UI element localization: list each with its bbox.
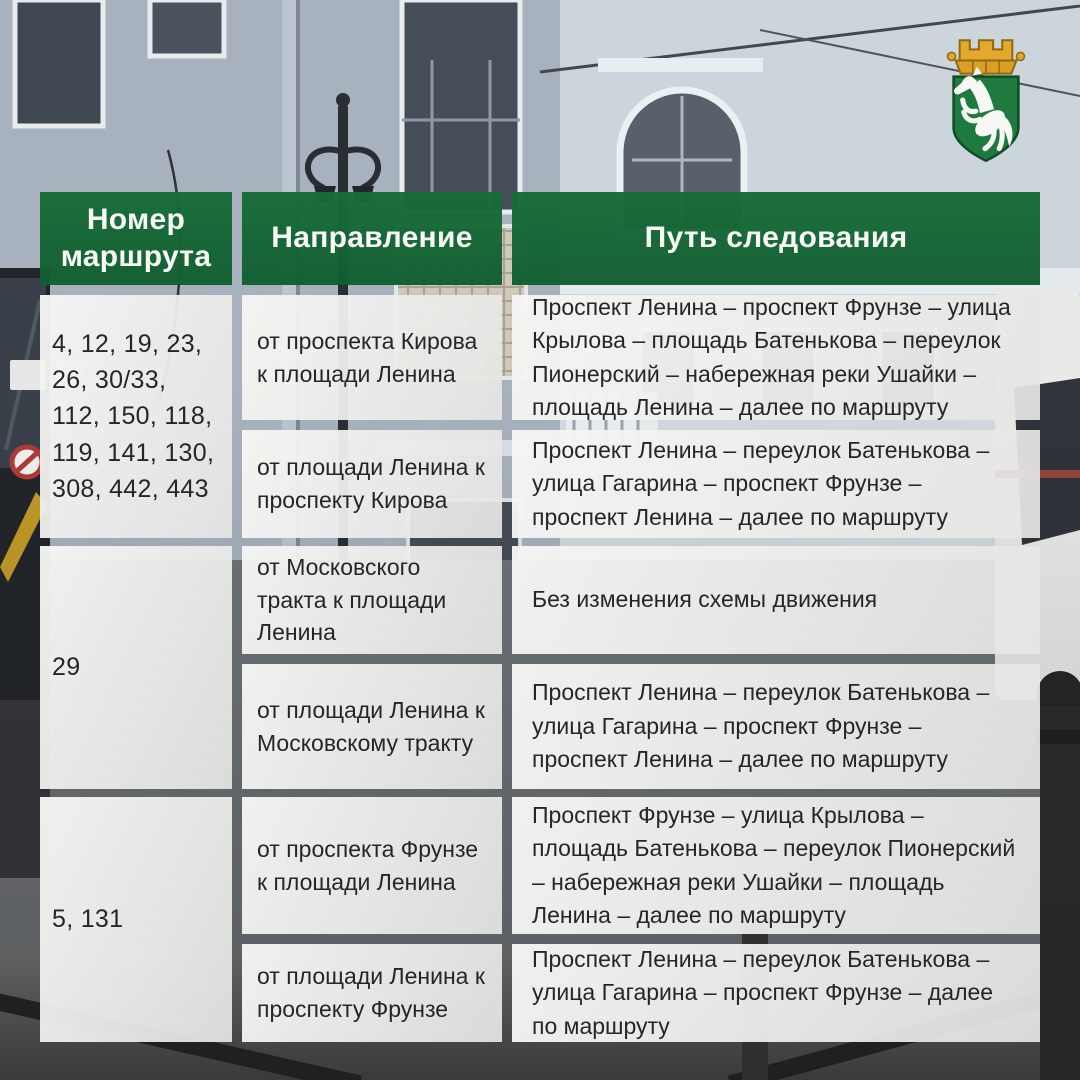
header-cell-route-number: Номер маршрута <box>40 192 232 285</box>
mural-crown-icon <box>948 40 1025 73</box>
table-header-row <box>40 192 1040 285</box>
route-change-table <box>40 192 1040 1050</box>
path-cell: Проспект Фрунзе – улица Крылова – площадь Батенькова – переулок Пионерский – набережная реки Ушайки – площадь Ленина – далее по маршруту <box>512 797 1040 934</box>
direction-cell: от проспекта Кирова к площади Ленина <box>242 295 502 420</box>
route-numbers-cell: 29 <box>40 546 232 789</box>
direction-cell: от площади Ленина к проспекту Кирова <box>242 430 502 538</box>
header-cell-path: Путь следования <box>512 192 1040 285</box>
direction-cell: от площади Ленина к проспекту Фрунзе <box>242 944 502 1042</box>
route-group <box>40 295 1040 538</box>
route-numbers-cell: 4, 12, 19, 23, 26, 30/33, 112, 150, 118, 119, 141, 130, 308, 442, 443 <box>40 295 232 538</box>
direction-cell: от проспекта Фрунзе к площади Ленина <box>242 797 502 934</box>
path-cell: Проспект Ленина – переулок Батенькова – улица Гагарина – проспект Фрунзе – проспект Ленина – далее по маршруту <box>512 664 1040 789</box>
path-cell: Проспект Ленина – переулок Батенькова – улица Гагарина – проспект Фрунзе – далее по маршруту <box>512 944 1040 1042</box>
path-cell: Проспект Ленина – переулок Батенькова – улица Гагарина – проспект Фрунзе – проспект Ленина – далее по маршруту <box>512 430 1040 538</box>
path-cell: Без изменения схемы движения <box>512 546 1040 654</box>
route-group <box>40 797 1040 1042</box>
route-group <box>40 546 1040 789</box>
path-cell: Проспект Ленина – проспект Фрунзе – улица Крылова – площадь Батенькова – переулок Пионерский – набережная реки Ушайки – площадь Ленина – далее по маршруту <box>512 295 1040 420</box>
header-cell-direction: Направление <box>242 192 502 285</box>
direction-cell: от Московского тракта к площади Ленина <box>242 546 502 654</box>
direction-cell: от площади Ленина к Московскому тракту <box>242 664 502 789</box>
route-numbers-cell: 5, 131 <box>40 797 232 1042</box>
tomsk-coat-of-arms <box>936 22 1036 180</box>
